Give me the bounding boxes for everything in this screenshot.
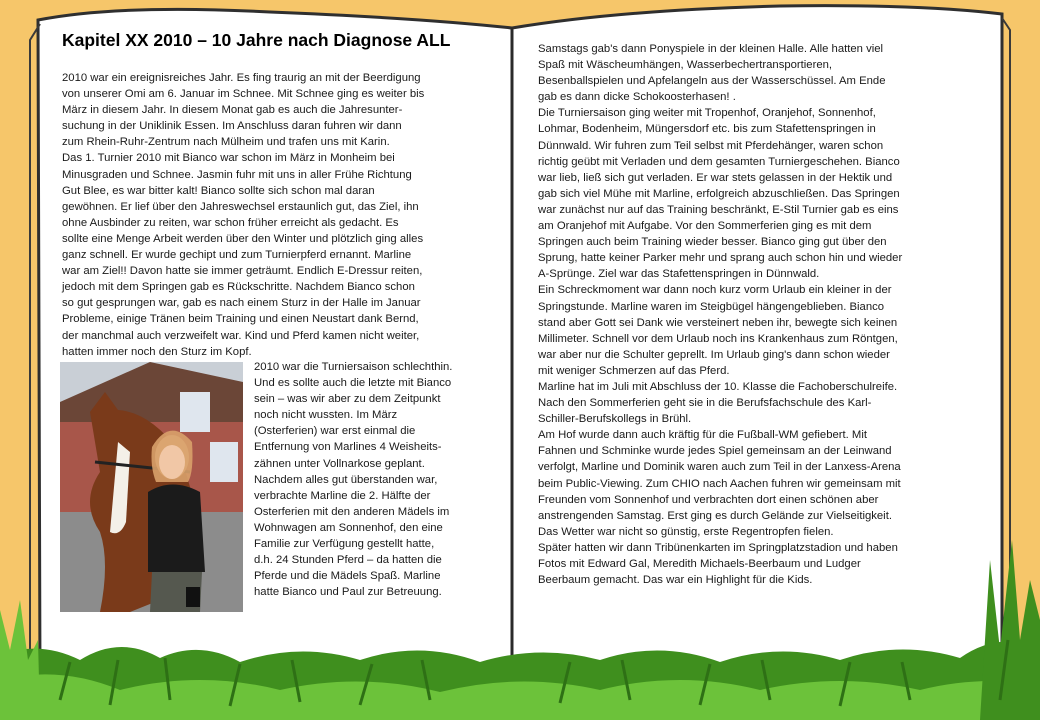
left-intro-line: von unserer Omi am 6. Januar im Schnee. Mit Schnee ging es weiter bis [62, 88, 425, 101]
left-intro-line: Minusgraden und Schnee. Jasmin fuhr mit uns in aller Frühe Richtung [62, 168, 412, 181]
left-side-line: d.h. 24 Stunden Pferd – da hatten die [254, 554, 442, 567]
right-line: Besenballspielen und Apfelangeln aus der Wasserschüssel. Am Ende [538, 75, 886, 88]
left-intro-line: der manchmal auch verzweifelt war. Kind und Pferd kamen nicht weiter, [62, 329, 420, 342]
left-intro-line: jedoch mit dem Springen gab es Rückschritte. Nachdem Bianco schon [62, 281, 415, 294]
left-intro-line: sollte eine Menge Arbeit werden über den Winter und plötzlich ging alles [62, 232, 424, 245]
right-line: Beerbaum gemacht. Das war ein Highlight für die Kids. [538, 574, 813, 587]
left-intro-line: zum Rhein-Ruhr-Zentrum nach Mülheim und trafen uns mit Karin. [62, 136, 390, 149]
left-intro-line: Probleme, einige Tränen beim Training und einen Neustart dank Bernd, [62, 313, 419, 326]
left-page-side-text [254, 359, 490, 600]
left-intro-line: ohne Ausbinder zu reiten, war schon früher erreicht als gedacht. Es [62, 216, 399, 229]
left-intro-line: suchung in der Uniklinik Essen. Im Anschluss daran fuhren wir dann [62, 120, 402, 133]
left-intro-line: so gut gesprungen war, gab es nach einem Sturz in der Halle im Januar [62, 297, 421, 310]
left-intro-line: ganz schnell. Er wurde gechipt und zum Turnierpferd ernannt. Marline [62, 249, 412, 262]
right-line: Sprung, hatte keiner Parker mehr und sprang auch schon hin und wieder [538, 252, 903, 265]
right-line: Schiller-Berufskollegs in Brühl. [538, 413, 692, 426]
right-line: am Oranjehof mit Aufgabe. Vor den Sommerferien ging es mit dem [538, 220, 872, 233]
right-line: Fahnen und Schminke wurde jedes Spiel gemeinsam an der Leinwand [538, 445, 892, 458]
right-line: mit weniger Schmerzen auf das Pferd. [538, 364, 730, 377]
right-line: stand aber Gott sei Dank wie versteinert neben ihr, bewegte sich keinen [538, 316, 898, 329]
chapter-title: Kapitel XX 2010 – 10 Jahre nach Diagnose ALL [62, 30, 451, 50]
right-line: A-Sprünge. Ziel war das Stafettenspringen in Dünnwald. [538, 268, 820, 281]
left-side-line: zähnen unter Vollnarkose geplant. [254, 457, 425, 470]
right-line: Spaß mit Wäscheumhängen, Wasserbechertransportieren, [538, 59, 833, 72]
right-line: Millimeter. Schnell vor dem Urlaub noch ins Krankenhaus zum Röntgen, [538, 332, 898, 345]
right-line: Lohmar, Bodenheim, Müngersdorf etc. bis zum Stafettenspringen in [538, 123, 876, 136]
right-line: Fotos mit Edward Gal, Meredith Michaels-Beerbaum und Ludger [538, 558, 861, 570]
left-intro-line: 2010 war ein ereignisreiches Jahr. Es fing traurig an mit der Beerdigung [62, 72, 421, 84]
left-side-line: Entfernung von Marlines 4 Weisheits- [254, 441, 442, 454]
left-side-line: 2010 war die Turniersaison schlechthin. [254, 361, 453, 373]
left-side-line: Osterferien mit den anderen Mädels im [254, 505, 450, 518]
right-line: Am Hof wurde dann auch kräftig für die Fußball-WM gefiebert. Mit [538, 429, 867, 442]
left-intro-line: Gut Blee, es war bitter kalt! Bianco sollte sich schon mal daran [62, 184, 375, 197]
left-side-line: noch nicht wussten. Im März [254, 409, 398, 422]
right-line: Springen auch beim Training wieder besser. Bianco ging gut über den [538, 236, 887, 249]
left-side-line: hatte Bianco und Paul zur Betreuung. [254, 586, 442, 599]
left-intro-line: war am Ziel!! Davon hatte sie immer geträumt. Endlich E-Dressur reiten, [62, 265, 423, 278]
right-line: Nach den Sommerferien geht sie in die Berufsfachschule des Karl- [538, 397, 872, 410]
right-line: Ein Schreckmoment war dann noch kurz vorm Urlaub ein kleiner in der [538, 284, 892, 297]
left-intro-line: gewöhnen. Er lief über den Jahreswechsel erstaunlich gut, das Ziel, ihn [62, 200, 419, 213]
right-line: Samstags gab's dann Ponyspiele in der kleinen Halle. Alle hatten viel [538, 43, 884, 55]
left-side-line: Familie zur Verfügung gestellt hatte, [254, 538, 435, 551]
left-side-line: (Osterferien) war erst einmal die [254, 425, 416, 438]
right-line: war aber nur die Schulter geprellt. Im Urlaub ging's dann schon wieder [538, 348, 890, 361]
right-line: war zunächst nur auf das Training beschränkt, E-Stil Turnier gab es eins [538, 203, 899, 216]
left-side-line: Pferde und die Mädels Spaß. Marline [254, 570, 441, 583]
right-line: beim Public-Viewing. Zum CHIO nach Aachen fuhren wir gemeinsam mit [538, 477, 901, 490]
left-intro-line: März in diesem Jahr. In diesem Monat gab es auch die Jahresunter- [62, 104, 403, 117]
left-side-line: sein – was wir aber zu dem Zeitpunkt [254, 393, 441, 406]
left-side-line: Nachdem alles gut überstanden war, [254, 473, 438, 486]
right-line: gab sich viel Mühe mit Marline, erfolgreich abzuschließen. Das Springen [538, 187, 900, 200]
right-line: war lieb, ließ sich gut verladen. Er war stets gelassen in der Hektik und [538, 171, 893, 184]
left-side-line: Und es sollte auch die letzte mit Bianco [254, 377, 452, 390]
right-line: richtig geübt mit Verladen und dem gesamten Turniergeschehen. Bianco [538, 155, 900, 168]
right-line: Dünnwald. Wir fuhren zum Teil selbst mit Pferdehänger, waren schon [538, 139, 884, 152]
photo-girl-with-horse [60, 362, 243, 612]
left-intro-line: Das 1. Turnier 2010 mit Bianco war schon im März in Monheim bei [62, 152, 395, 165]
right-line: verfolgt, Marline und Dominik waren auch zum Teil in der Lanxess-Arena [538, 461, 901, 474]
right-line: Später hatten wir dann Tribünenkarten im Springplatzstadion und haben [538, 541, 898, 554]
right-page-text [538, 41, 978, 588]
left-side-line: verbrachte Marline die 2. Hälfte der [254, 489, 431, 502]
right-line: Springstunde. Marline waren im Steigbügel hängengeblieben. Bianco [538, 300, 885, 313]
right-line: Das Wetter war nicht so günstig, erste Regentropfen fielen. [538, 525, 834, 538]
right-line: Freunden vom Sonnenhof und verbrachten dort einen schönen aber [538, 493, 879, 506]
left-side-line: Wohnwagen am Sonnenhof, den eine [254, 521, 443, 534]
left-page-intro-text [62, 70, 492, 360]
right-line: Die Turniersaison ging weiter mit Tropenhof, Oranjehof, Sonnenhof, [538, 107, 876, 120]
right-line: gab es dann dicke Schokoosterhasen! . [538, 91, 736, 104]
right-line: anstrengenden Samstag. Erst ging es durch Gelände zur Vielseitigkeit. [538, 509, 892, 522]
left-intro-line: hatten immer noch den Sturz im Kopf. [62, 345, 252, 358]
right-line: Marline hat im Juli mit Abschluss der 10. Klasse die Fachoberschulreife. [538, 380, 898, 393]
